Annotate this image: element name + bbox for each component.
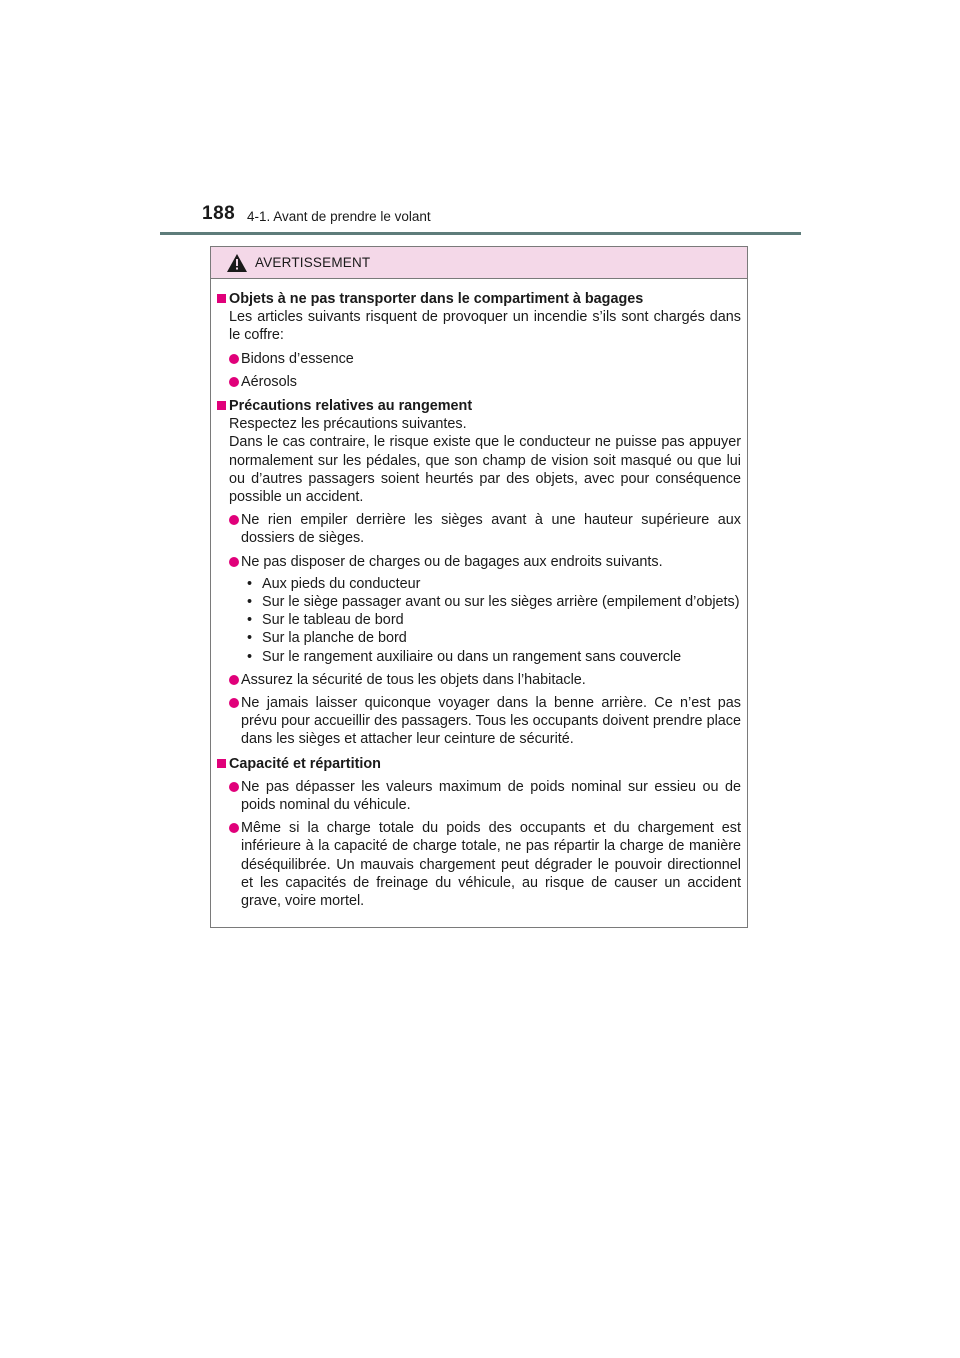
sub-list-item: • Aux pieds du conducteur [247, 575, 421, 592]
circle-bullet-icon [229, 782, 239, 792]
paragraph: Dans le cas contraire, le risque existe que le conducteur ne puisse pas appuyer normalement sur les pédales, que son champ de vision soit masqué ou que lui ou d’autres passagers soient heurtés par des objets, avec pour conséquence possible un accident. [229, 434, 741, 506]
square-bullet-icon [217, 759, 226, 768]
warning-box [210, 246, 748, 928]
list-item: Même si la charge totale du poids des occupants et du chargement est inférieure à la capacité de charge totale, ne pas répartir la charge de manière déséquilibrée. Un mauvais chargement peut dégrader le pouvoir directionnel et les capacités de freinage du véhicule, au risque de causer un accident grave, voire mortel. [229, 819, 741, 910]
paragraph: Les articles suivants risquent de provoquer un incendie s’ils sont chargés dans le coffre: [229, 309, 741, 344]
circle-bullet-icon [229, 675, 239, 685]
circle-bullet-icon [229, 377, 239, 387]
paragraph: Respectez les précautions suivantes. [229, 416, 467, 433]
circle-bullet-icon [229, 354, 239, 364]
sub-list-item: • Sur le tableau de bord [247, 612, 404, 629]
circle-bullet-icon [229, 515, 239, 525]
circle-bullet-icon [229, 823, 239, 833]
section-heading: Objets à ne pas transporter dans le compartiment à bagages [217, 290, 741, 308]
section-title: 4-1. Avant de prendre le volant [247, 209, 431, 224]
list-item: Ne pas dépasser les valeurs maximum de poids nominal sur essieu ou de poids nominal du véhicule. [229, 778, 741, 814]
list-item: Bidons d’essence [229, 350, 741, 368]
list-item: Ne pas disposer de charges ou de bagages aux endroits suivants. [229, 553, 741, 571]
circle-bullet-icon [229, 698, 239, 708]
sub-list [247, 575, 741, 666]
sub-list-item: • Sur la planche de bord [247, 630, 407, 647]
list-item: Ne jamais laisser quiconque voyager dans la benne arrière. Ce n’est pas prévu pour accueillir des passagers. Tous les occupants doivent prendre place dans les sièges et attacher leur ceinture de sécurité. [229, 694, 741, 749]
warning-title: AVERTISSEMENT [255, 255, 371, 270]
circle-bullet-icon [229, 557, 239, 567]
warning-content [211, 279, 747, 910]
list-item: Ne rien empiler derrière les sièges avant à une hauteur supérieure aux dossiers de sièges. [229, 511, 741, 547]
square-bullet-icon [217, 294, 226, 303]
section-heading: Capacité et répartition [217, 755, 741, 773]
list-item: Assurez la sécurité de tous les objets dans l’habitacle. [229, 671, 741, 689]
sub-list-item: • Sur le rangement auxiliaire ou dans un rangement sans couvercle [247, 648, 682, 665]
header-rule [160, 232, 801, 235]
warning-header [211, 247, 747, 279]
section-heading: Précautions relatives au rangement [217, 397, 741, 415]
sub-list-item: • Sur le siège passager avant ou sur les sièges arrière (empilement d’objets) [247, 594, 740, 611]
warning-triangle-icon [227, 254, 247, 272]
list-item: Aérosols [229, 373, 741, 391]
square-bullet-icon [217, 401, 226, 410]
page-number: 188 [202, 203, 236, 224]
